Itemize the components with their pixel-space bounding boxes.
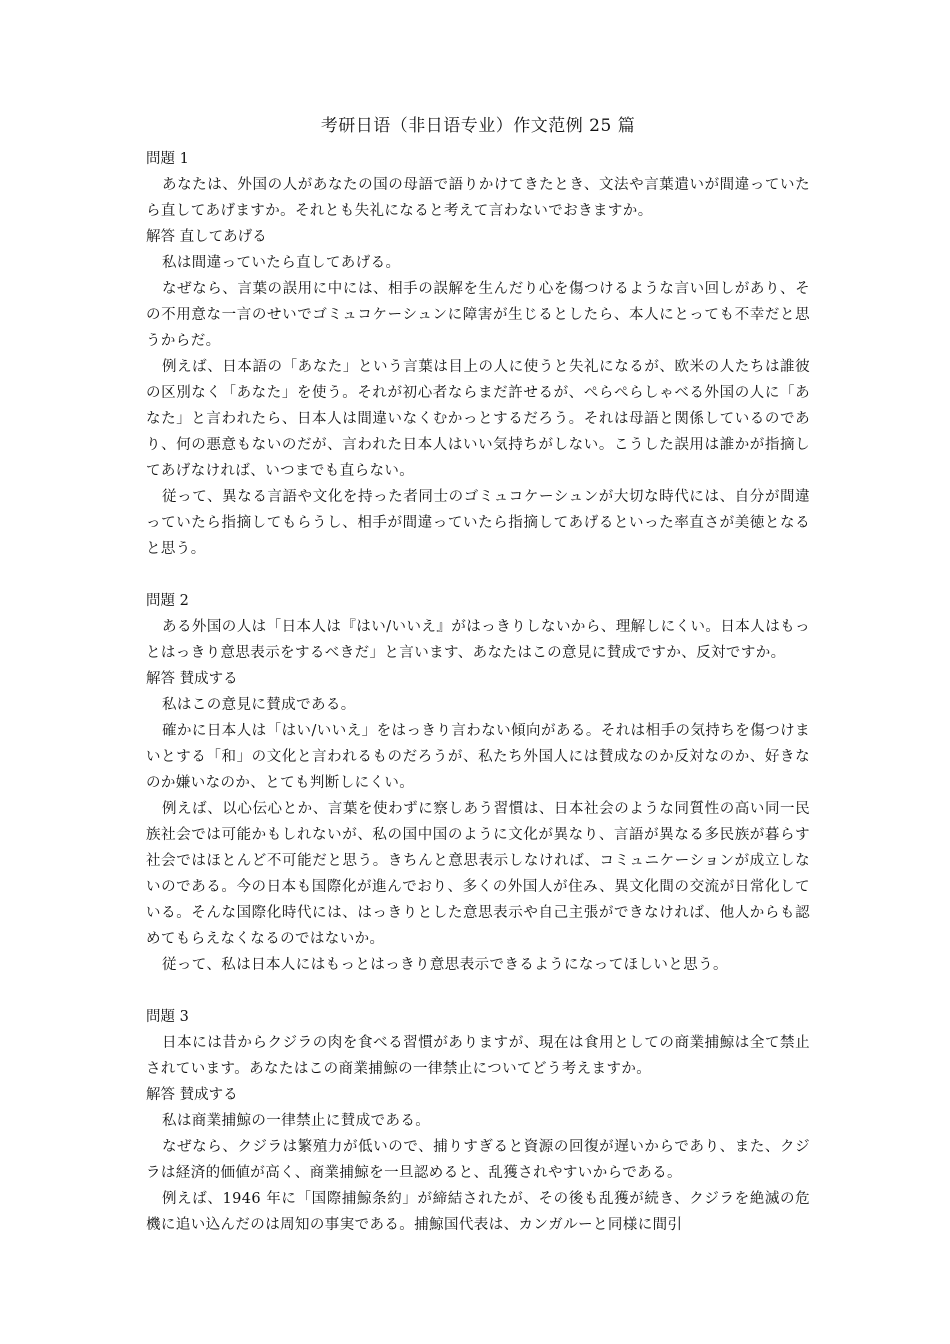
question-text: 日本には昔からクジラの肉を食べる習慣がありますが、現在は食用としての商業捕鯨は全て禁止されています。あなたはこの商業捕鯨の一律禁止についてどう考えますか。 [146, 1035, 810, 1077]
answer-paragraph: 従って、私は日本人にはもっとはっきり意思表示できるようになってほしいと思う。 [162, 957, 728, 973]
question-number: 問題 1 [146, 151, 189, 167]
answer-label: 解答 直してあげる [146, 229, 267, 245]
answer-label: 解答 賛成する [146, 671, 238, 687]
document-page [146, 110, 810, 1310]
question-text: あなたは、外国の人があなたの国の母語で語りかけてきたとき、文法や言葉遣いが間違っていたら直してあげますか。それとも失礼になると考えて言わないでおきますか。 [146, 177, 810, 219]
question-section-1 [146, 146, 810, 562]
answer-paragraph: なぜなら、言葉の誤用に中には、相手の誤解を生んだり心を傷つけるような言い回しがあり、その不用意な一言のせいでゴミュコケーシュンに障害が生じるとしたら、本人にとっても不幸だと思うからだ。 [146, 281, 810, 349]
question-number: 問題 2 [146, 593, 189, 609]
answer-paragraph: 従って、異なる言語や文化を持った者同士のゴミュコケーシュンが大切な時代には、自分が間違っていたら指摘してもらうし、相手が間違っていたら指摘してあげるといった率直さが美徳となると思う。 [146, 489, 810, 557]
question-section-3 [146, 1004, 810, 1238]
answer-paragraph: なぜなら、クジラは繁殖力が低いので、捕りすぎると資源の回復が遅いからであり、また、クジラは経済的価値が高く、商業捕鯨を一旦認めると、乱獲されやすいからである。 [146, 1139, 810, 1181]
answer-paragraph: 私は商業捕鯨の一律禁止に賛成である。 [162, 1113, 431, 1129]
answer-paragraph: 私は間違っていたら直してあげる。 [162, 255, 401, 271]
question-number: 問題 3 [146, 1009, 189, 1025]
answer-label: 解答 賛成する [146, 1087, 238, 1103]
answer-paragraph: 確かに日本人は「はい/いいえ」をはっきり言わない傾向がある。それは相手の気持ちを傷つけまいとする「和」の文化と言われるものだろうが、私たち外国人には賛成なのか反対なのか、好きなのか嫌いなのか、とても判断しにくい。 [146, 723, 810, 791]
answer-paragraph: 例えば、以心伝心とか、言葉を使わずに察しあう習慣は、日本社会のような同質性の高い同一民族社会では可能かもしれないが、私の国中国のように文化が異なり、言語が異なる多民族が暮らす社会ではほとんど不可能だと思う。きちんと意思表示しなければ、コミュニケーションが成立しないのである。今の日本も国際化が進んでおり、多くの外国人が住み、異文化間の交流が日常化している。そんな国際化時代には、はっきりとした意思表示や自己主張ができなければ、他人からも認めてもらえなくなるのではないか。 [146, 801, 810, 947]
answer-paragraph: 例えば、日本語の「あなた」という言葉は目上の人に使うと失礼になるが、欧米の人たちは誰彼の区別なく「あなた」を使う。それが初心者ならまだ許せるが、ぺらぺらしゃべる外国の人に「あなた」と言われたら、日本人は間違いなくむかっとするだろう。それは母語と関係しているのであり、何の悪意もないのだが、言われた日本人はいい気持ちがしない。こうした誤用は誰かが指摘してあげなければ、いつまでも直らない。 [146, 359, 810, 479]
question-text: ある外国の人は「日本人は『はい/いいえ』がはっきりしないから、理解しにくい。日本人はもっとはっきり意思表示をするべきだ」と言います、あなたはこの意見に賛成ですか、反対ですか。 [146, 619, 810, 661]
answer-paragraph: 私はこの意見に賛成である。 [162, 697, 356, 713]
answer-paragraph: 例えば、1946 年に「国際捕鯨条約」が締結されたが、その後も乱獲が続き、クジラを絶滅の危機に追い込んだのは周知の事実である。捕鯨国代表は、カンガルーと同様に間引 [146, 1191, 810, 1233]
question-section-2 [146, 588, 810, 978]
document-title: 考研日语（非日语专业）作文范例 25 篇 [320, 116, 636, 136]
